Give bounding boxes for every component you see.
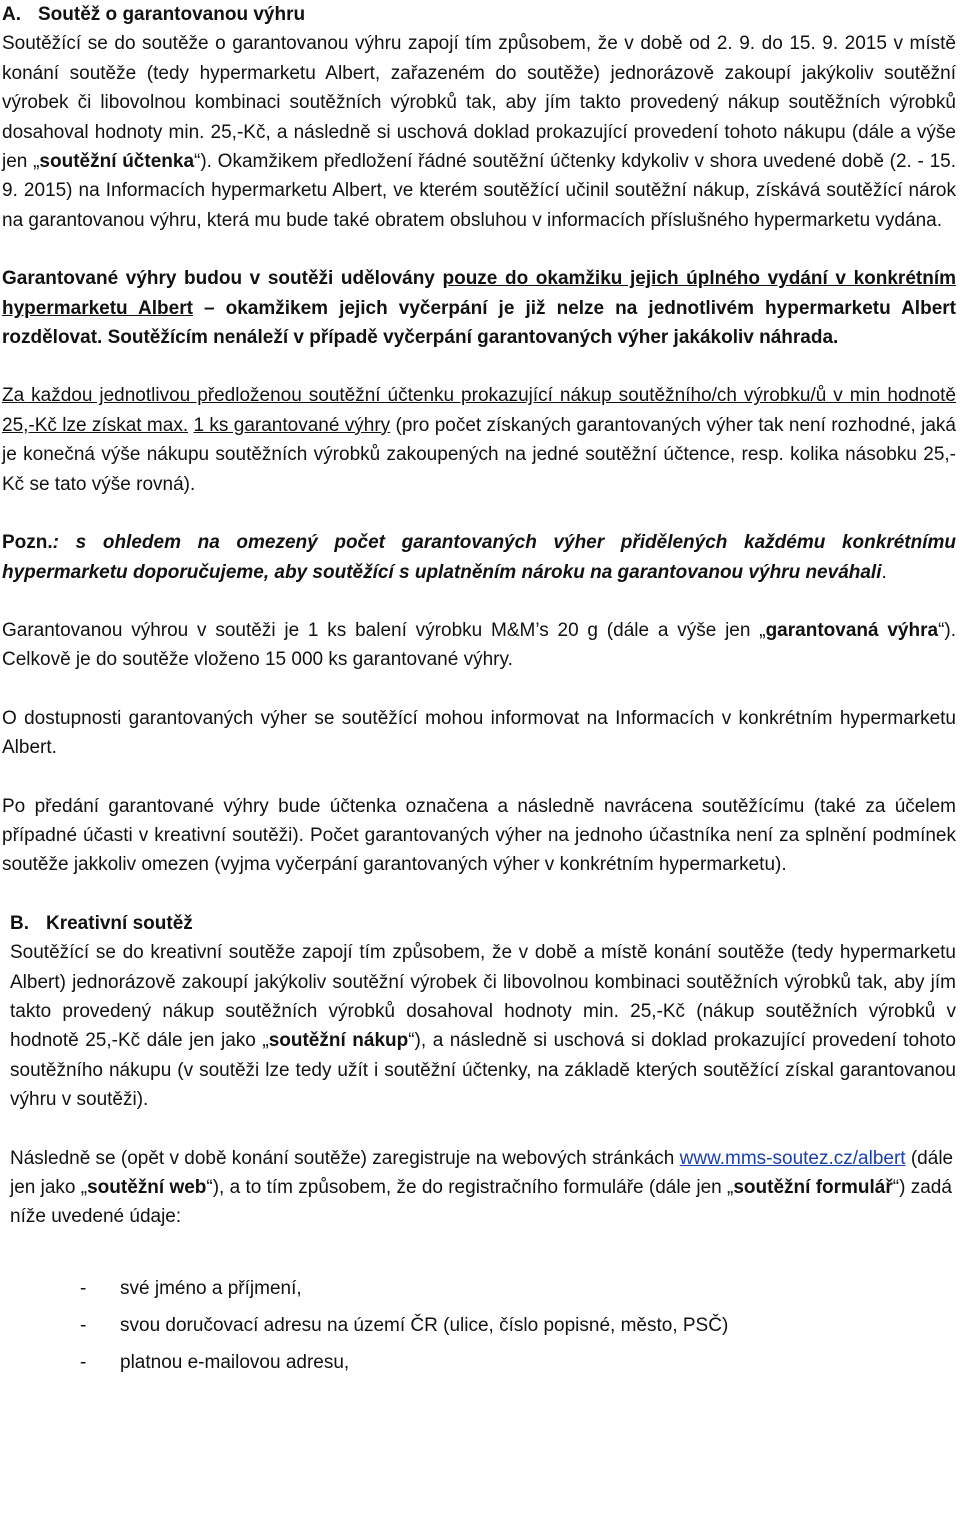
- term-soutezni-formular: soutěžní formulář: [733, 1177, 893, 1198]
- term-soutezni-web: soutěžní web: [87, 1177, 207, 1198]
- text-run: Soutěžící se do kreativní soutěže zapojí tím způsobem, že v době a místě konání soutěže (tedy hypermarketu Albert) jednorázově zakoupí jakýkoliv soutěžní výrobek či libovolnou kombinaci soutěžních výrobků tak, aby jím takto provedený nákup soutěžních výrobků dosahoval hodnoty min. 25,-Kč (nákup soutěžních výrobků v hodnotě 25,-Kč dále jen jako „: [10, 942, 956, 1052]
- list-item-text: svou doručovací adresu na území ČR (ulice, číslo popisné, město, PSČ): [120, 1314, 729, 1336]
- term-soutezni-uctenka: soutěžní účtenka: [39, 151, 195, 173]
- underlined-text: 1 ks garantované výhry: [193, 414, 391, 436]
- list-dash: -: [80, 1314, 87, 1336]
- section-b-paragraph-2: [10, 1144, 956, 1232]
- text-run: “), a následně si uschová si doklad prokazující provedení tohoto soutěžního nákupu (v soutěži lze tedy užít i soutěžní účtenky, na základě kterých soutěžící získal garantovanou výhru v soutěži).: [10, 1030, 956, 1111]
- note-text: : s ohledem na omezený počet garantovaných výher přidělených každému konkrétnímu hypermarketu doporučujeme, aby soutěžící s uplatněním nároku na garantovanou výhru neváhali: [2, 532, 956, 583]
- text-run: Soutěžící se do soutěže o garantovanou výhru zapojí tím způsobem, že v době od 2. 9. do 15. 9. 2015 v místě konání soutěže (tedy hypermarketu Albert, zařazeném do soutěže) jednorázově zakoupí jakýkoliv soutěžní výrobek či libovolnou kombinaci soutěžních výrobků tak, aby jím takto provedený nákup soutěžních výrobků dosahoval hodnoty min. 25,-Kč, a následně si uschová doklad prokazující provedení tohoto nákupu (dále a výše jen „: [2, 33, 956, 173]
- text-run: “), a to tím způsobem, že do registračního formuláře (dále jen „: [206, 1177, 734, 1198]
- text-run: – okamžikem jejich vyčerpání je již nelze na jednotlivém hypermarketu Albert rozdělovat. Soutěžícím nenáleží v případě vyčerpání garantovaných výher jakákoliv náhrada.: [2, 297, 956, 349]
- section-a-heading: [2, 0, 956, 29]
- underlined-text: pouze do okamžiku jejich úplného vydání v konkrétním hypermarketu Albert: [2, 268, 956, 319]
- section-a-title: Soutěž o garantovanou výhru: [38, 4, 306, 25]
- list-dash: -: [80, 1351, 87, 1373]
- text-run: .: [881, 561, 887, 583]
- text-run: Následně se (opět v době konání soutěže) zaregistruje na webových stránkách: [10, 1147, 680, 1169]
- underlined-text: Za každou jednotlivou předloženou soutěžní účtenku prokazující nákup soutěžního/ch výrobku/ů v min hodnotě 25,-Kč lze získat max.: [2, 385, 956, 436]
- section-a-paragraph-6: O dostupnosti garantovaných výher se soutěžící mohou informovat na Informacích v konkrétním hypermarketu Albert.: [2, 707, 956, 759]
- section-b-number: B.: [10, 912, 29, 934]
- section-a-number: A.: [2, 4, 21, 25]
- text-run: “). Okamžikem předložení řádné soutěžní účtenky kdykoliv v shora uvedené době (2. - 15. 9. 2015) na Informacích hypermarketu Albert, ve kterém soutěžící učinil soutěžní nákup, získává soutěžící nárok na garantovanou výhru, která mu bude také obratem obsluhou v informacích příslušného hypermarketu vydána.: [2, 151, 956, 231]
- text-run: “) zadá níže uvedené údaje:: [10, 1177, 952, 1228]
- section-b-paragraph-1: [10, 938, 956, 1114]
- section-a-paragraph-3: [2, 381, 956, 499]
- term-garantovana-vyhra: garantovaná výhra: [765, 619, 939, 641]
- competition-web-link[interactable]: www.mms-soutez.cz/albert: [679, 1147, 906, 1169]
- text-run: (dále jen jako „: [10, 1147, 954, 1198]
- section-a-paragraph-7: Po předání garantované výhry bude účtenka označena a následně navrácena soutěžícímu (také za účelem případné účasti v kreativní soutěži). Počet garantovaných výher na jednoho účastníka není za splnění podmínek soutěže jakkoliv omezen (vyjma vyčerpání garantovaných výher v konkrétním hypermarketu).: [2, 795, 956, 876]
- list-dash: -: [80, 1277, 87, 1299]
- section-a-paragraph-1: [2, 29, 956, 235]
- section-a-paragraph-5: [2, 616, 956, 675]
- term-soutezni-nakup: soutěžní nákup: [268, 1030, 409, 1052]
- list-item: [2, 1307, 956, 1344]
- section-b: [2, 909, 956, 1232]
- section-b-heading: [10, 909, 956, 938]
- text-run: (pro počet získaných garantovaných výher tak není rozhodné, jaká je konečná výše nákupu soutěžních výrobků zakoupených na jedné soutěžní účtence, resp. kolika násobku 25,-Kč se tato výše rovná).: [2, 414, 956, 495]
- text-run: Garantované výhry budou v soutěži udělovány: [2, 268, 443, 290]
- list-item: [2, 1270, 956, 1307]
- text-run: Garantovanou výhrou v soutěži je 1 ks balení výrobku M&M’s 20 g (dále a výše jen „: [2, 619, 766, 641]
- required-data-list: [2, 1270, 956, 1381]
- note-label: Pozn.: [2, 532, 53, 554]
- section-b-title: Kreativní soutěž: [46, 912, 193, 934]
- text-run: “). Celkově je do soutěže vloženo 15 000 ks garantované výhry.: [2, 619, 956, 671]
- list-item: [2, 1344, 956, 1381]
- list-item-text: platnou e-mailovou adresu,: [120, 1351, 350, 1373]
- section-a-paragraph-2: [2, 264, 956, 352]
- section-a-note: [2, 528, 956, 587]
- list-item-text: své jméno a příjmení,: [120, 1277, 302, 1299]
